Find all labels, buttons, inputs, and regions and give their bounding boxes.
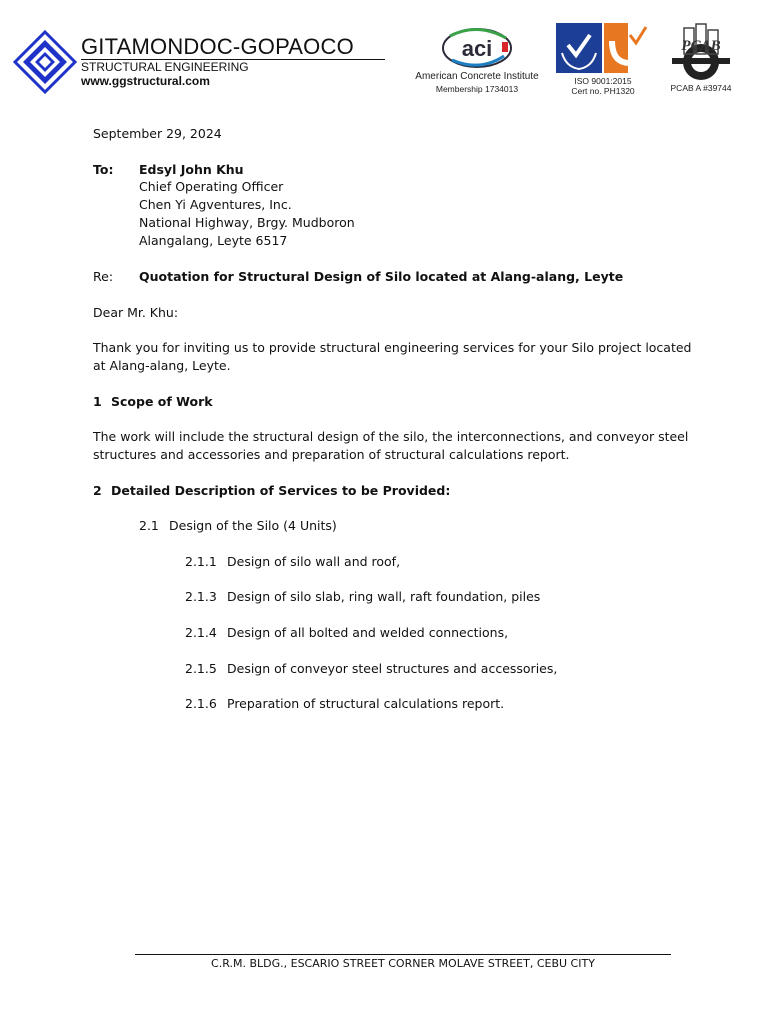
list-item-number: 2.1.5 — [185, 661, 217, 676]
list-item-text: Design of all bolted and welded connections, — [227, 625, 509, 640]
salutation: Dear Mr. Khu: — [93, 305, 179, 320]
company-name: GITAMONDOC-GOPAOCO — [81, 34, 354, 59]
subsection-title: Design of the Silo (4 Units) — [169, 518, 337, 533]
aci-name: American Concrete Institute — [415, 71, 539, 82]
iso-cert-number: Cert no. PH1320 — [571, 86, 635, 96]
section2-number: 2 — [93, 483, 102, 498]
list-item-number: 2.1.3 — [185, 589, 217, 604]
company-subtitle: STRUCTURAL ENGINEERING — [81, 60, 249, 74]
list-item-number: 2.1.1 — [185, 554, 217, 569]
section1-title: Scope of Work — [111, 394, 213, 409]
list-item-text: Preparation of structural calculations report. — [227, 696, 505, 711]
section1-number: 1 — [93, 394, 102, 409]
letter-date: September 29, 2024 — [93, 126, 222, 141]
to-label: To: — [93, 162, 114, 177]
recipient-company: Chen Yi Agventures, Inc. — [139, 197, 292, 212]
subsection-number: 2.1 — [139, 518, 159, 533]
letter-subject: Quotation for Structural Design of Silo located at Alang-alang, Leyte — [139, 269, 624, 284]
pcab-license: PCAB A #39744 — [670, 83, 732, 93]
recipient-address-line2: Alangalang, Leyte 6517 — [139, 233, 288, 248]
aci-membership: Membership 1734013 — [435, 84, 519, 94]
pcab-logo-icon — [664, 22, 738, 82]
re-label: Re: — [93, 269, 114, 284]
iso-certification-logo-icon — [556, 23, 650, 73]
recipient-title: Chief Operating Officer — [139, 179, 284, 194]
list-item-number: 2.1.6 — [185, 696, 217, 711]
company-logo-icon — [13, 30, 77, 94]
aci-logo-icon — [440, 26, 514, 70]
recipient-address-line1: National Highway, Brgy. Mudboron — [139, 215, 355, 230]
list-item-text: Design of conveyor steel structures and accessories, — [227, 661, 558, 676]
recipient-name: Edsyl John Khu — [139, 162, 244, 177]
section2-title: Detailed Description of Services to be Provided: — [111, 483, 451, 498]
iso-standard: ISO 9001:2015 — [574, 76, 632, 86]
footer-address: C.R.M. BLDG., ESCARIO STREET CORNER MOLAVE STREET, CEBU CITY — [211, 957, 595, 970]
svg-text:PCAB: PCAB — [681, 38, 721, 54]
svg-text:aci: aci — [461, 36, 493, 61]
intro-paragraph: Thank you for inviting us to provide structural engineering services for your Silo project located at Alang-alang, Leyte. — [93, 340, 692, 373]
section1-paragraph: The work will include the structural design of the silo, the interconnections, and conveyor steel structures and accessories and preparation of structural calculations report. — [93, 429, 689, 462]
list-item-number: 2.1.4 — [185, 625, 217, 640]
list-item-text: Design of silo wall and roof, — [227, 554, 401, 569]
list-item-text: Design of silo slab, ring wall, raft foundation, piles — [227, 589, 541, 604]
footer-divider — [135, 954, 671, 955]
company-website: www.ggstructural.com — [81, 74, 210, 88]
